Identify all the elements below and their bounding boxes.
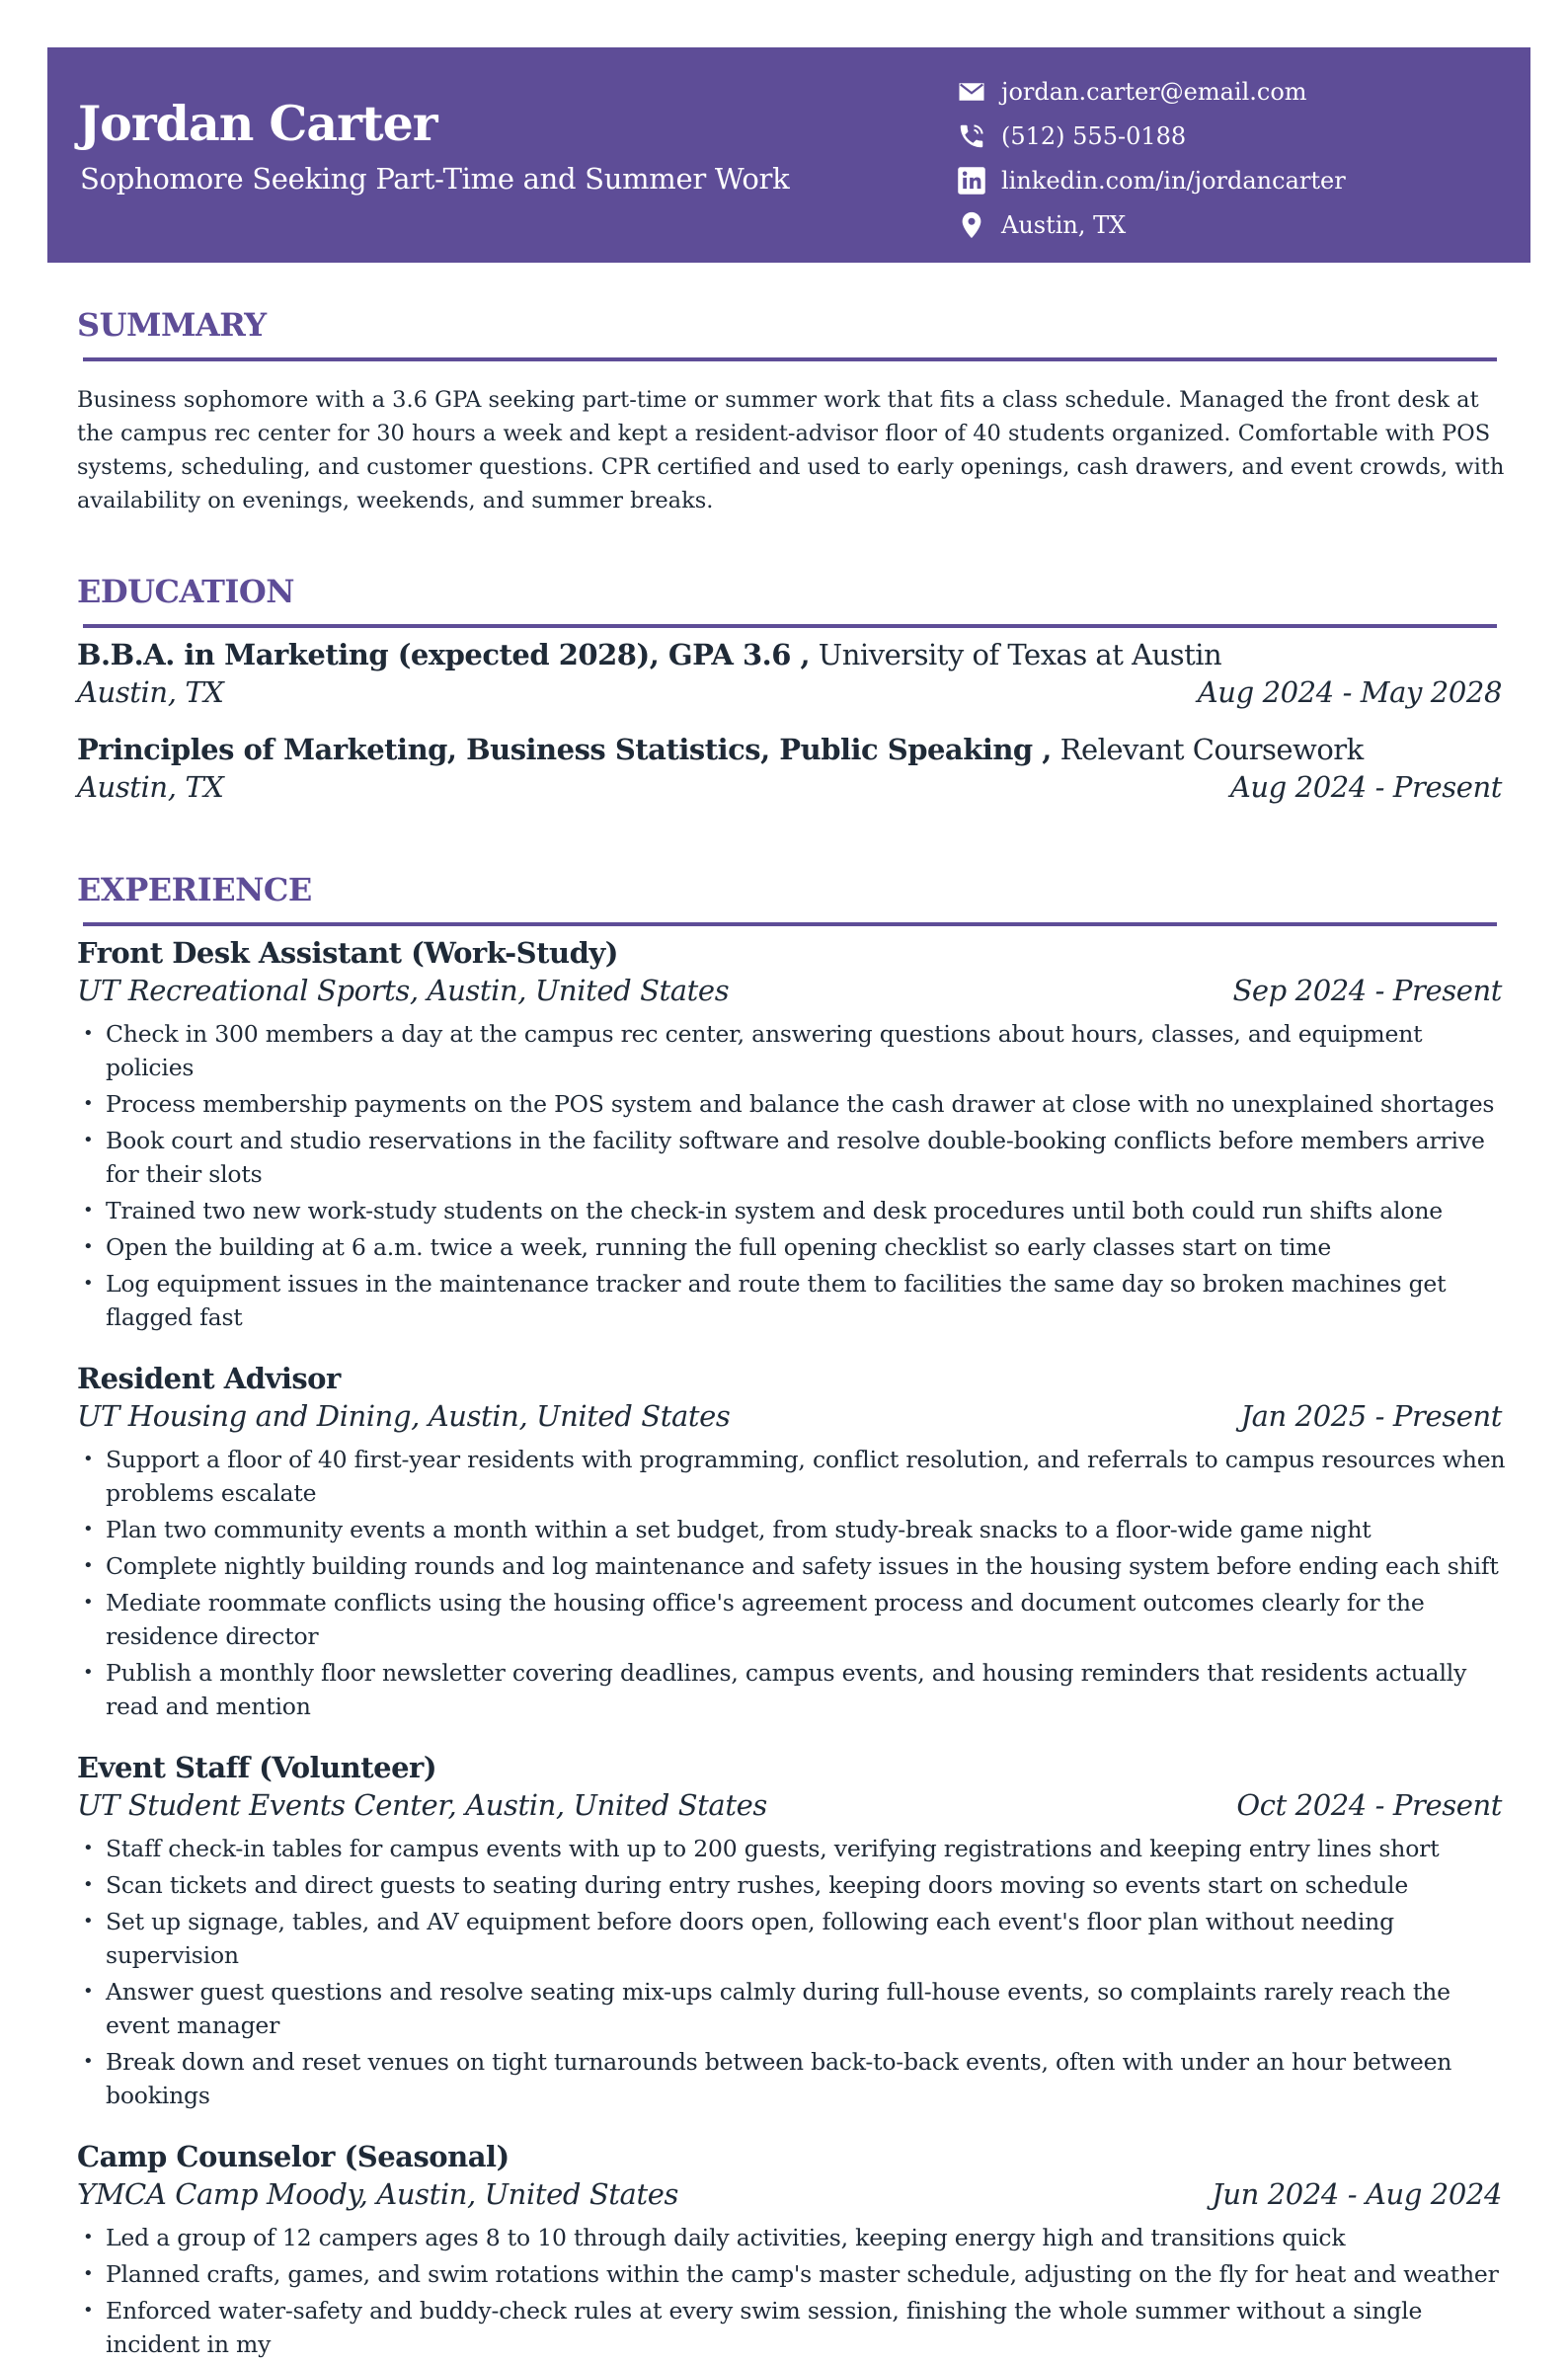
contact-phone[interactable]	[956, 114, 1346, 158]
contact-list	[956, 69, 1346, 247]
list-item: • Process membership payments on the POS system and balance the cash drawer at close with no unexplained shortages	[77, 1087, 1509, 1121]
list-item: • Plan two community events a month within a set budget, from study-break snacks to a floor-wide game night	[77, 1513, 1509, 1546]
education-degree-line	[77, 638, 1491, 671]
education-school: Relevant Coursework	[1051, 733, 1364, 766]
job-title: Resident Advisor	[77, 1362, 341, 1395]
education-item	[77, 733, 1502, 804]
summary-heading: SUMMARY	[77, 306, 267, 344]
list-item: • Complete nightly building rounds and log maintenance and safety issues in the housing system before ending each shift	[77, 1549, 1509, 1583]
job-bullets	[77, 1443, 1506, 1723]
education-section	[77, 573, 1502, 804]
education-degree-line	[77, 733, 1491, 766]
section-divider	[83, 624, 1497, 628]
job-organization: UT Student Events Center, Austin, United States	[77, 1788, 767, 1822]
experience-heading: EXPERIENCE	[77, 871, 312, 908]
section-divider	[83, 922, 1497, 926]
list-item: • Set up signage, tables, and AV equipment before doors open, following each event's floor plan without needing supervision	[77, 1905, 1509, 1972]
contact-linkedin[interactable]	[956, 158, 1346, 202]
summary-text: Business sophomore with a 3.6 GPA seeking part-time or summer work that fits a class schedule. Managed the front desk at the campus rec center for 30 hours a week and kept a resident-advisor floor of 40 students organized. Comfortable with POS systems, scheduling, and customer questions. CPR certified and used to early openings, cash drawers, and event crowds, with availability on evenings, weekends, and summer breaks.	[77, 387, 1505, 513]
education-location: Austin, TX	[77, 675, 224, 709]
job-entry	[77, 2140, 1502, 2361]
list-item: • Staff check-in tables for campus events with up to 200 guests, verifying registrations and keeping entry lines short	[77, 1832, 1509, 1865]
list-item: • Planned crafts, games, and swim rotations within the camp's master schedule, adjusting on the fly for heat and weather	[77, 2257, 1509, 2291]
list-item: • Publish a monthly floor newsletter covering deadlines, campus events, and housing reminders that residents actually read and mention	[77, 1656, 1509, 1723]
candidate-name: Jordan Carter	[78, 95, 437, 152]
contact-location	[956, 202, 1346, 247]
contact-location-text: Austin, TX	[1001, 210, 1127, 239]
list-item: • Enforced water-safety and buddy-check rules at every swim session, finishing the whole summer without a single incident in my	[77, 2294, 1509, 2361]
education-dates: Aug 2024 - May 2028	[1197, 675, 1502, 709]
contact-email-text: jordan.carter@email.com	[1001, 77, 1307, 106]
job-entry	[77, 936, 1502, 1334]
list-item: • Open the building at 6 a.m. twice a week, running the full opening checklist so early classes start on time	[77, 1230, 1509, 1264]
job-organization: YMCA Camp Moody, Austin, United States	[77, 2177, 678, 2211]
education-location: Austin, TX	[77, 770, 224, 804]
header-banner	[47, 47, 1530, 263]
job-entry	[77, 1362, 1506, 1723]
education-degree: Principles of Marketing, Business Statistics, Public Speaking ,	[77, 733, 1052, 766]
education-heading: EDUCATION	[77, 573, 294, 610]
job-organization: UT Housing and Dining, Austin, United States	[77, 1399, 731, 1433]
job-organization: UT Recreational Sports, Austin, United States	[77, 974, 730, 1007]
contact-phone-text: (512) 555-0188	[1001, 121, 1187, 150]
education-item	[77, 638, 1502, 709]
linkedin-icon	[956, 165, 987, 197]
job-bullets	[77, 2221, 1499, 2361]
job-dates: Jun 2024 - Aug 2024	[1212, 2177, 1502, 2211]
experience-section	[77, 871, 1506, 2364]
education-degree: B.B.A. in Marketing (expected 2028), GPA 3.6 ,	[77, 638, 811, 671]
job-entry	[77, 1751, 1502, 2112]
candidate-subtitle: Sophomore Seeking Part-Time and Summer Work	[80, 162, 790, 196]
list-item: • Break down and reset venues on tight turnarounds between back-to-back events, often with under an hour between bookings	[77, 2045, 1509, 2112]
list-item: • Support a floor of 40 first-year residents with programming, conflict resolution, and referrals to campus resources when problems escalate	[77, 1443, 1509, 1510]
contact-email[interactable]	[956, 69, 1346, 114]
contact-linkedin-text: linkedin.com/in/jordancarter	[1001, 166, 1346, 195]
list-item: • Check in 300 members a day at the campus rec center, answering questions about hours, classes, and equipment policies	[77, 1017, 1509, 1084]
phone-icon	[956, 120, 987, 152]
list-item: • Mediate roommate conflicts using the housing office's agreement process and document outcomes clearly for the residence director	[77, 1586, 1509, 1653]
list-item: • Scan tickets and direct guests to seating during entry rushes, keeping doors moving so events start on schedule	[77, 1868, 1509, 1902]
list-item: • Log equipment issues in the maintenance tracker and route them to facilities the same day so broken machines get flagged fast	[77, 1267, 1509, 1334]
job-dates: Jan 2025 - Present	[1240, 1399, 1502, 1433]
list-item: • Trained two new work-study students on the check-in system and desk procedures until both could run shifts alone	[77, 1194, 1509, 1227]
section-divider	[83, 357, 1497, 361]
education-school: University of Texas at Austin	[810, 638, 1222, 671]
job-bullets	[77, 1832, 1491, 2112]
summary-section	[77, 306, 1505, 517]
location-pin-icon	[956, 209, 987, 241]
list-item: • Answer guest questions and resolve seating mix-ups calmly during full-house events, so complaints rarely reach the event manager	[77, 1975, 1509, 2042]
job-title: Front Desk Assistant (Work-Study)	[77, 936, 618, 970]
job-title: Event Staff (Volunteer)	[77, 1751, 437, 1784]
job-dates: Sep 2024 - Present	[1232, 974, 1502, 1007]
email-icon	[956, 76, 987, 108]
list-item: • Led a group of 12 campers ages 8 to 10 through daily activities, keeping energy high and transitions quick	[77, 2221, 1509, 2254]
list-item: • Book court and studio reservations in the facility software and resolve double-booking conflicts before members arrive for their slots	[77, 1124, 1509, 1191]
job-title: Camp Counselor (Seasonal)	[77, 2140, 510, 2173]
education-dates: Aug 2024 - Present	[1229, 770, 1502, 804]
job-dates: Oct 2024 - Present	[1236, 1788, 1502, 1822]
job-bullets	[77, 1017, 1495, 1334]
